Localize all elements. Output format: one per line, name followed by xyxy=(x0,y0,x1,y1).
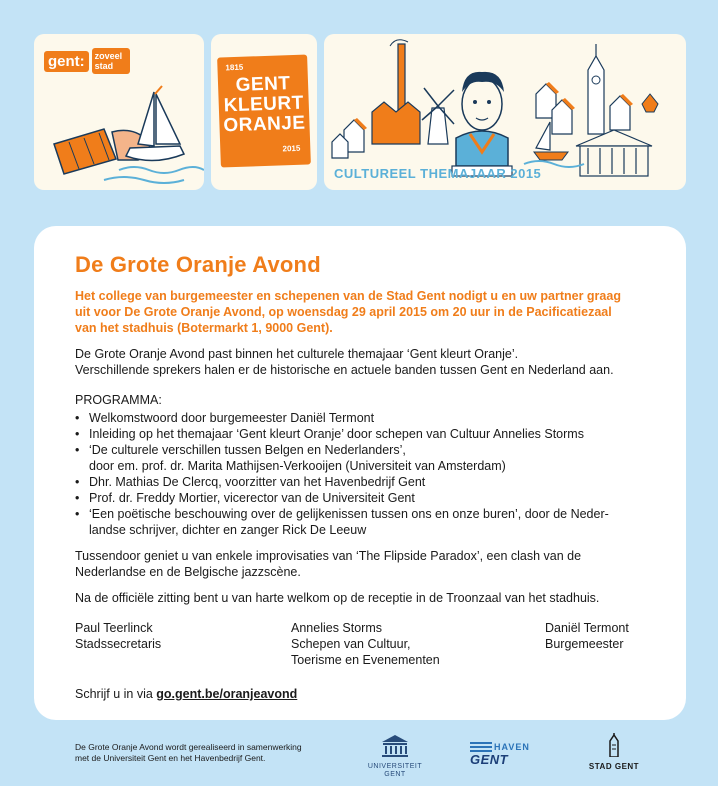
programme-item-line: Prof. dr. Freddy Mortier, vicerector van de Universiteit Gent xyxy=(89,491,415,505)
intro-text xyxy=(75,288,655,336)
bullet: • xyxy=(75,475,80,489)
paragraph-line: Nederlandse en de Belgische jazzscène. xyxy=(75,565,301,579)
programme-item xyxy=(75,506,655,538)
logo-title xyxy=(218,73,310,136)
year-start: 1815 xyxy=(225,62,244,73)
gent-logo-tagline: zoveel stad xyxy=(92,48,130,74)
programme-item-line: ‘De culturele verschillen tussen Belgen en Nederlanders’, xyxy=(89,443,406,457)
intro-line: uit voor De Grote Oranje Avond, op woensdag 29 april 2015 om 20 uur in de Pacificatiezaal xyxy=(75,305,612,319)
signatory-role: Burgemeester xyxy=(545,637,624,651)
signatory xyxy=(545,620,629,652)
programme-item xyxy=(75,474,655,490)
footer-line: De Grote Oranje Avond wordt gerealiseerd in samenwerking xyxy=(75,742,302,752)
stad-gent-logo xyxy=(583,733,645,771)
hand-boat-illustration xyxy=(34,34,204,190)
paragraph-line: Verschillende sprekers halen er de historische en actuele banden tussen Gent en Nederland aan. xyxy=(75,363,614,377)
programme-item-line: ‘Een poëtische beschouwing over de gelijkenissen tussen ons en onze buren’, door de Neder- xyxy=(89,507,609,521)
gent-logo-main: gent: xyxy=(44,51,89,72)
invitation-title: De Grote Oranje Avond xyxy=(75,252,321,277)
banner-panel-left xyxy=(34,34,204,190)
music-paragraph xyxy=(75,548,655,580)
banner-caption: CULTUREEL THEMAJAAR 2015 xyxy=(334,166,542,181)
gent-label: GENT xyxy=(614,762,640,771)
programme-item-line: Dhr. Mathias De Clercq, voorzitter van het Havenbedrijf Gent xyxy=(89,475,426,489)
programme-item-line: door em. prof. dr. Marita Mathijsen-Verkooijen (Universiteit van Amsterdam) xyxy=(89,459,506,473)
intro-line: van het stadhuis (Botermarkt 1, 9000 Gent). xyxy=(75,321,333,335)
signatory-name: Annelies Storms xyxy=(291,621,383,635)
logo-title-line: KLEURT xyxy=(223,92,305,117)
signatory xyxy=(75,620,161,652)
stad-label: STAD xyxy=(588,762,613,771)
reception-paragraph: Na de officiële zitting bent u van harte welkom op de receptie in de Troonzaal van het stadhuis. xyxy=(75,591,600,605)
ugent-logo xyxy=(360,734,430,779)
registration-link[interactable]: go.gent.be/oranjeavond xyxy=(156,687,298,701)
signatory-name: Daniël Termont xyxy=(545,621,629,635)
bullet: • xyxy=(75,507,80,521)
ugent-building-icon xyxy=(380,734,410,758)
gent-kleurt-oranje-logo xyxy=(217,54,311,167)
signatory xyxy=(291,620,440,668)
haven-label: HAVEN xyxy=(494,742,530,752)
signatory-name: Paul Teerlinck xyxy=(75,621,153,635)
haven-gent-label: GENT xyxy=(470,752,509,767)
programme-title: PROGRAMMA: xyxy=(75,393,162,407)
registration-prefix: Schrijf u in via xyxy=(75,687,157,701)
ugent-name-line1: UNIVERSITEIT xyxy=(367,763,423,770)
belfry-icon xyxy=(604,733,624,757)
footer-line: met de Universiteit Gent en het Havenbedrijf Gent. xyxy=(75,753,266,763)
programme-item-line: Inleiding op het themajaar ‘Gent kleurt Oranje’ door schepen van Cultuur Annelies Storms xyxy=(89,427,584,441)
programme-item xyxy=(75,442,655,474)
banner-panel-middle xyxy=(211,34,317,190)
signatory-role: Schepen van Cultuur, xyxy=(291,637,411,651)
programme-item-line: Welkomstwoord door burgemeester Daniël Termont xyxy=(89,411,375,425)
programme-item xyxy=(75,490,655,506)
paragraph-line: Tussendoor geniet u van enkele improvisaties van ‘The Flipside Paradox’, een clash van de xyxy=(75,549,582,563)
programme-item xyxy=(75,426,655,442)
signatories xyxy=(75,620,655,672)
paragraph-line: De Grote Oranje Avond past binnen het culturele themajaar ‘Gent kleurt Oranje’. xyxy=(75,347,519,361)
programme-item-line: landse schrijver, dichter en zanger Rick De Leeuw xyxy=(89,523,367,537)
havenbedrijf-logo xyxy=(470,742,538,767)
stad-gent-label xyxy=(583,762,645,771)
intro-line: Het college van burgemeester en schepenen van de Stad Gent nodigt u en uw partner graag xyxy=(75,289,621,303)
bullet: • xyxy=(75,443,80,457)
bullet: • xyxy=(75,427,80,441)
invitation-content xyxy=(75,252,655,702)
logo-title-line: GENT xyxy=(235,73,291,96)
year-end: 2015 xyxy=(282,143,301,154)
bullet: • xyxy=(75,411,80,425)
invitation-card xyxy=(34,226,686,720)
footer-text xyxy=(75,742,315,764)
haven-stripes-icon xyxy=(470,742,492,752)
programme-list xyxy=(75,410,655,538)
logo-title-line: ORANJE xyxy=(223,112,306,137)
registration-line xyxy=(75,686,655,702)
bullet: • xyxy=(75,491,80,505)
context-paragraph xyxy=(75,346,655,378)
ugent-name-line2: GENT xyxy=(384,771,406,778)
programme-item xyxy=(75,410,655,426)
signatory-role: Stadssecretaris xyxy=(75,637,162,651)
signatory-role: Toerisme en Evenementen xyxy=(291,653,440,667)
header-banner xyxy=(34,34,686,190)
